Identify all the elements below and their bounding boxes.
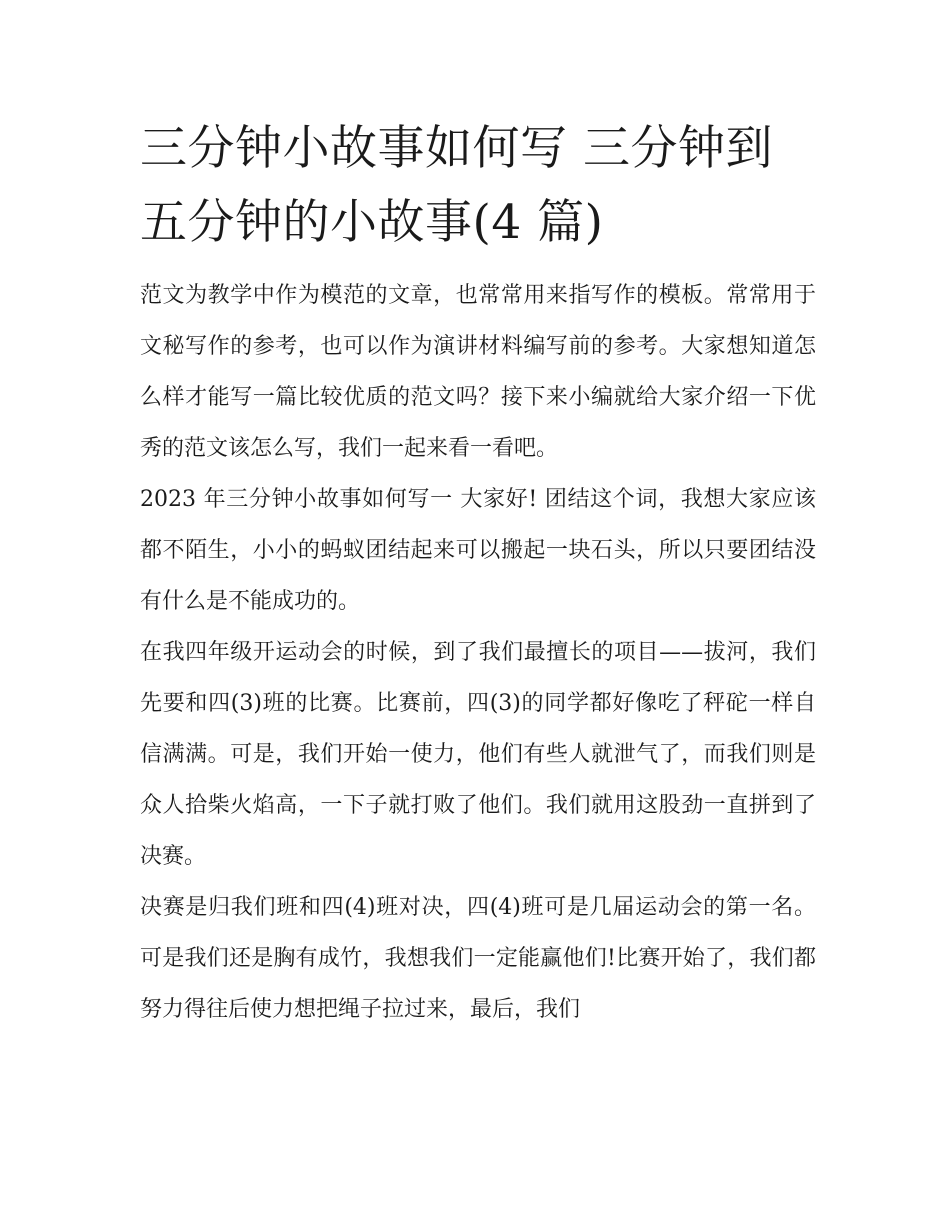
paragraph-tug-of-war: 在我四年级开运动会的时候，到了我们最擅长的项目——拔河，我们先要和四(3)班的比赛。比赛前，四(3)的同学都好像吃了秤砣一样自信满满。可是，我们开始一使力，他们有些人就泄气了，而我们则是众人拾柴火焰高，一下子就打败了他们。我们就用这股劲一直拼到了决赛。	[140, 640, 816, 869]
document-body	[140, 112, 816, 1035]
document-title: 三分钟小故事如何写 三分钟到五分钟的小故事(4 篇)	[140, 121, 773, 250]
paragraph-intro: 范文为教学中作为模范的文章，也常常用来指写作的模板。常常用于文秘写作的参考，也可以作为演讲材料编写前的参考。大家想知道怎么样才能写一篇比较优质的范文吗？接下来小编就给大家介绍一下优秀的范文该怎么写，我们一起来看一看吧。	[140, 283, 816, 461]
paragraph-final-match: 决赛是归我们班和四(4)班对决，四(4)班可是几届运动会的第一名。可是我们还是胸有成竹，我想我们一定能赢他们!比赛开始了，我们都努力得往后使力想把绳子拉过来，最后，我们	[140, 895, 816, 1022]
paragraph-story-opening: 2023 年三分钟小故事如何写一 大家好! 团结这个词，我想大家应该都不陌生，小小的蚂蚁团结起来可以搬起一块石头，所以只要团结没有什么是不能成功的。	[140, 487, 816, 614]
